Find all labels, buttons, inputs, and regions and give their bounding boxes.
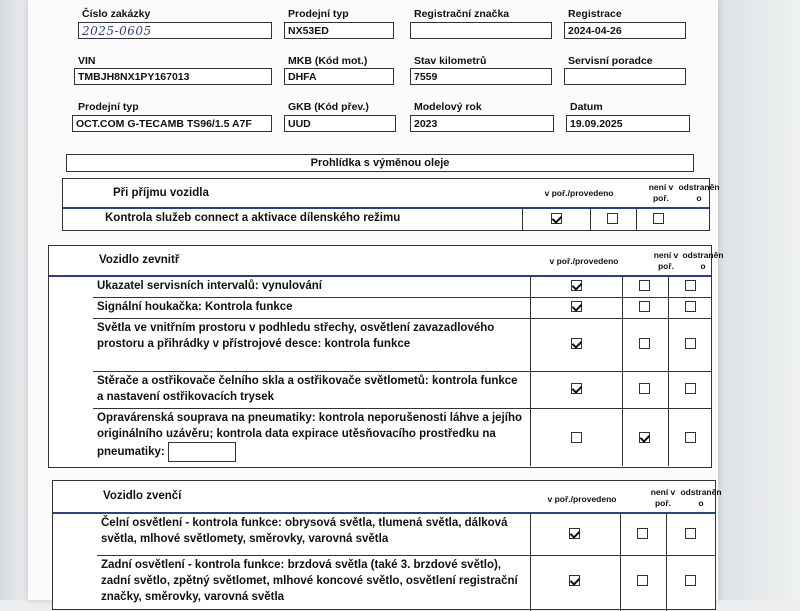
done-checkbox[interactable] [569,575,580,586]
section-title: Při příjmu vozidla [113,187,209,199]
done-checkbox[interactable] [571,432,582,443]
done-cell [531,513,621,555]
section-exterior [52,480,722,610]
fixed-cell [669,371,713,408]
section-vehicle-reception [62,178,720,231]
fixed-checkbox[interactable] [685,301,696,312]
background-right [718,0,800,600]
inspection-title: Prohlídka s výměnou oleje [66,154,694,172]
engine-code-field[interactable]: DHFA [284,68,394,85]
fixed-cell [669,297,713,318]
not-ok-cell [623,408,669,466]
done-checkbox[interactable] [571,383,582,394]
row-text-content: Opravárenská souprava na pneumatiky: kontrola neporušenosti láhve a jejího originálního uzávěru; kontrola data expirace utěsňovacího prostředku na pneumatiky: [97,412,522,459]
fixed-cell [637,208,693,231]
done-checkbox[interactable] [571,280,582,291]
date-label: Datum [570,101,603,113]
gearbox-code-label: GKB (Kód přev.) [288,101,369,113]
not-ok-checkbox[interactable] [639,338,650,349]
fixed-cell [669,276,713,297]
table-row [93,276,711,298]
table-row [97,513,715,556]
row-text: Čelní osvětlení - kontrola funkce: obrysová světla, tlumená světla, dálková světla, mlhové světlomety, směrovky, varovná světla [97,513,531,555]
table-row [93,318,711,372]
order-number-field[interactable]: 2025-0605 [78,22,272,39]
model-year-label: Modelový rok [414,101,482,113]
registration-plate-field[interactable] [410,22,552,39]
fixed-cell [667,555,717,611]
col-done-header: v poř./provedeno [549,256,619,266]
not-ok-checkbox[interactable] [639,383,650,394]
not-ok-cell [623,297,669,318]
not-ok-checkbox[interactable] [639,432,650,443]
fixed-checkbox[interactable] [685,383,696,394]
section-title: Vozidlo zevnitř [99,254,180,266]
engine-code-label: MKB (Kód mot.) [288,55,368,67]
fixed-checkbox[interactable] [685,280,696,291]
not-ok-cell [623,276,669,297]
not-ok-cell [621,555,667,611]
not-ok-checkbox[interactable] [637,575,648,586]
registration-date-field[interactable]: 2024-04-26 [564,22,686,39]
section-title: Vozidlo zvenčí [103,490,182,502]
fixed-checkbox[interactable] [685,575,696,586]
sales-type-2-field[interactable]: OCT.COM G-TECAMB TS96/1.5 A7F [72,115,272,132]
col-done-header: v poř./provedeno [544,188,614,198]
section-header [49,246,724,277]
date-field[interactable]: 19.09.2025 [566,115,690,132]
vin-label: VIN [78,55,96,67]
done-cell [531,408,623,466]
model-year-field[interactable]: 2023 [410,115,554,132]
not-ok-checkbox[interactable] [637,528,648,539]
fixed-checkbox[interactable] [685,528,696,539]
col-fixed-header: odstraněn o [678,182,720,203]
not-ok-checkbox[interactable] [607,213,618,224]
done-cell [531,371,623,408]
sales-type-2-label: Prodejní typ [78,101,139,113]
row-text: Kontrola služeb connect a aktivace dílenského režimu [101,208,523,231]
fixed-cell [669,408,713,466]
section-interior [48,245,724,468]
done-checkbox[interactable] [551,213,562,224]
table-row [93,371,711,409]
not-ok-cell [623,371,669,408]
registration-date-label: Registrace [568,8,622,20]
row-text: Zadní osvětlení - kontrola funkce: brzdová světla (také 3. brzdové světlo), zadní světlo, zpětný světlomet, mlhové koncové světlo, osvětlení registrační značky, směrovky, varovná světla [97,555,531,611]
not-ok-cell [623,318,669,371]
service-form-page [28,0,724,603]
col-not-ok-header: není v poř. [648,182,674,203]
not-ok-checkbox[interactable] [639,280,650,291]
table-row [93,297,711,319]
done-cell [531,318,623,371]
order-number-label: Číslo zakázky [82,8,151,20]
not-ok-checkbox[interactable] [639,301,650,312]
sales-type-field[interactable]: NX53ED [284,22,394,39]
table-row [101,208,709,231]
gearbox-code-field[interactable]: UUD [284,115,396,132]
not-ok-cell [591,208,637,231]
done-cell [531,297,623,318]
service-advisor-label: Servisní poradce [568,55,653,67]
vin-field[interactable]: TMBJH8NX1PY167013 [74,68,272,85]
col-fixed-header: odstraněn o [680,487,722,508]
table-row [93,408,711,466]
service-advisor-field[interactable] [564,68,686,85]
col-done-header: v poř./provedeno [547,494,617,504]
fixed-checkbox[interactable] [653,213,664,224]
section-header [53,481,722,514]
done-checkbox[interactable] [569,528,580,539]
row-text: Stěrače a ostřikovače čelního skla a ostřikovače světlometů: kontrola funkce a nastavení ostřikovacích trysek [93,371,531,408]
table-row [97,555,715,611]
col-fixed-header: odstraněn o [682,250,724,271]
fixed-cell [667,513,717,555]
row-text: Signální houkačka: Kontrola funkce [93,297,531,318]
fixed-cell [669,318,713,371]
done-cell [531,276,623,297]
col-not-ok-header: není v poř. [653,250,679,271]
mileage-label: Stav kilometrů [414,55,487,67]
done-cell [523,208,591,231]
row-text: Ukazatel servisních intervalů: vynulování [93,276,531,297]
done-cell [531,555,621,611]
mileage-field[interactable]: 7559 [410,68,552,85]
done-checkbox[interactable] [571,301,582,312]
expiration-date-input[interactable] [168,442,236,462]
registration-plate-label: Registrační značka [414,8,510,20]
not-ok-cell [621,513,667,555]
sales-type-label: Prodejní typ [288,8,349,20]
fixed-checkbox[interactable] [685,432,696,443]
col-not-ok-header: není v poř. [650,487,676,508]
row-text [93,408,531,466]
fixed-checkbox[interactable] [685,338,696,349]
row-text: Světla ve vnitřním prostoru v podhledu střechy, osvětlení zavazadlového prostoru a přihrádky v přístrojové desce: kontrola funkce [93,318,531,371]
background-left [0,0,28,600]
section-header [63,179,720,209]
done-checkbox[interactable] [571,338,582,349]
